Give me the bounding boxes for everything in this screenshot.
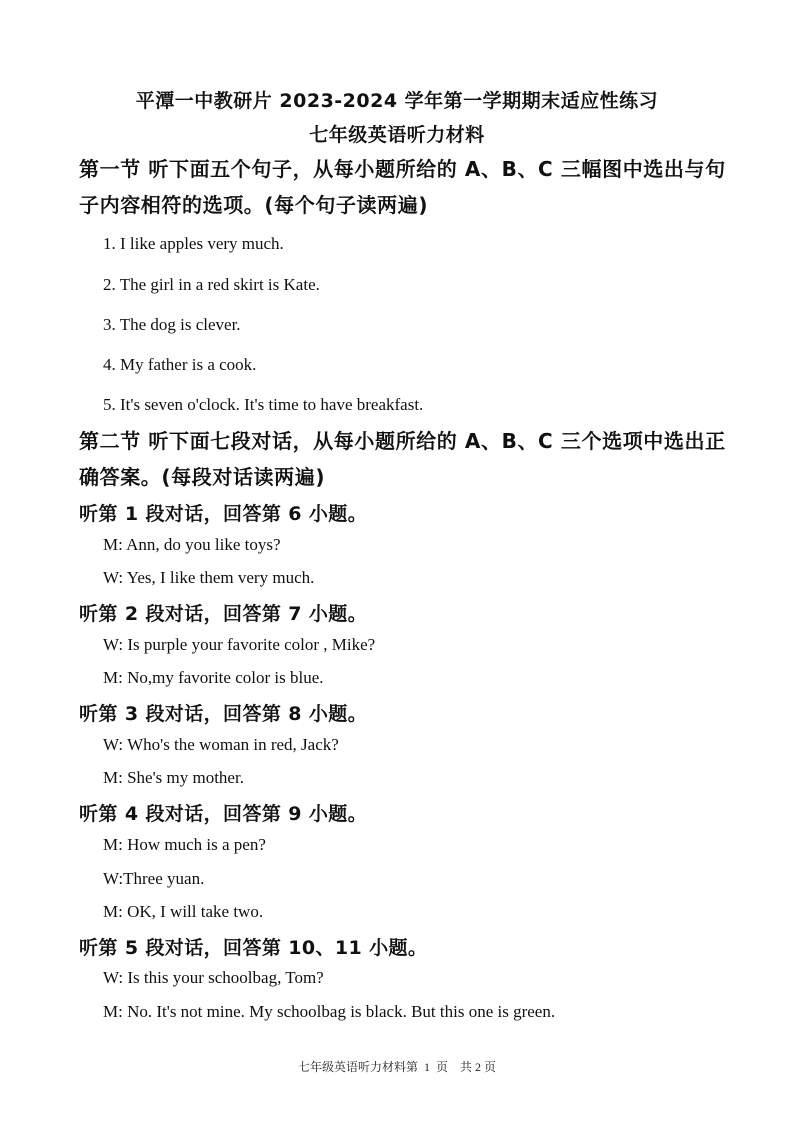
document-subtitle: 七年级英语听力材料 (309, 124, 485, 146)
dialogue-5-line-1: W: Is this your schoolbag, Tom? (103, 968, 324, 987)
dialogue-2-heading: 听第 2 段对话，回答第 7 小题。 (79, 603, 368, 625)
section-2-heading: 第二节 听下面七段对话，从每小题所给的 A、B、C 三个选项中选出正确答案。(每段对话读两遍) (79, 429, 726, 489)
dialogue-4-line-1: M: How much is a pen? (103, 835, 266, 854)
dialogue-3-heading: 听第 3 段对话，回答第 8 小题。 (79, 703, 368, 725)
sentence-2: 2. The girl in a red skirt is Kate. (103, 275, 320, 294)
dialogue-1-line-1: M: Ann, do you like toys? (103, 535, 281, 554)
page-footer: 七年级英语听力材料第 1 页 共 2 页 (297, 1060, 496, 1074)
dialogue-5-heading: 听第 5 段对话，回答第 10、11 小题。 (79, 937, 428, 959)
sentence-5: 5. It's seven o'clock. It's time to have breakfast. (103, 395, 424, 414)
dialogue-1-heading: 听第 1 段对话，回答第 6 小题。 (79, 503, 368, 525)
dialogue-5-line-2: M: No. It's not mine. My schoolbag is black. But this one is green. (103, 1002, 556, 1021)
sentence-4: 4. My father is a cook. (103, 355, 257, 374)
document-title: 平潭一中教研片 2023-2024 学年第一学期期末适应性练习 (135, 90, 659, 112)
dialogue-4-heading: 听第 4 段对话，回答第 9 小题。 (79, 803, 368, 825)
section-1-heading: 第一节 听下面五个句子，从每小题所给的 A、B、C 三幅图中选出与句子内容相符的选项。(每个句子读两遍) (79, 157, 726, 217)
dialogue-4-line-3: M: OK, I will take two. (103, 902, 264, 921)
dialogue-3-line-2: M: She's my mother. (103, 768, 244, 787)
dialogue-3-line-1: W: Who's the woman in red, Jack? (103, 735, 339, 754)
dialogue-4-line-2: W:Three yuan. (103, 869, 205, 888)
dialogue-1-line-2: W: Yes, I like them very much. (103, 568, 315, 587)
sentence-3: 3. The dog is clever. (103, 315, 241, 334)
dialogue-2-line-1: W: Is purple your favorite color , Mike? (103, 635, 376, 654)
dialogue-2-line-2: M: No,my favorite color is blue. (103, 668, 324, 687)
sentence-1: 1. I like apples very much. (103, 234, 284, 253)
